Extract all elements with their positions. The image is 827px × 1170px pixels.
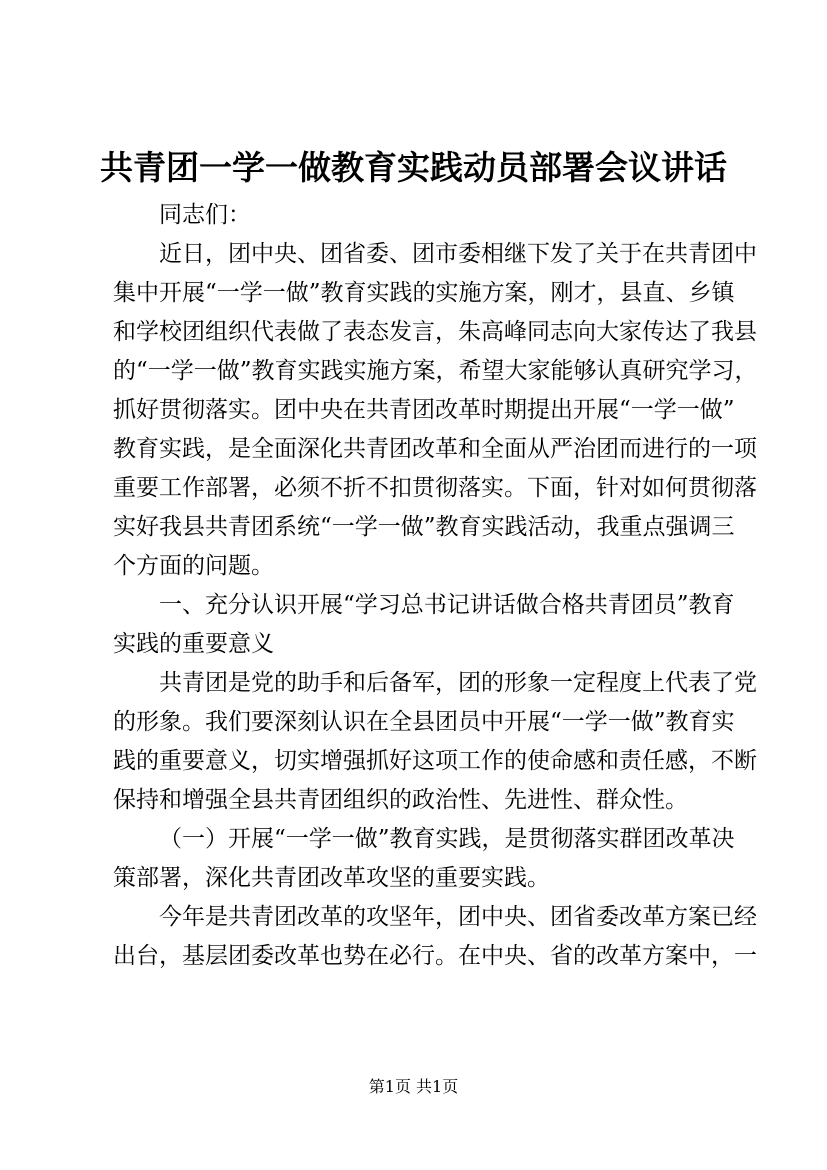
paragraph-1	[113, 235, 758, 586]
salutation-line: 同志们：	[159, 202, 251, 228]
paragraph-line: 教育实践，是全面深化共青团改革和全面从严治团而进行的一项	[113, 436, 757, 462]
subheading-1	[113, 820, 733, 898]
paragraph-line: 近日，团中央、团省委、团市委相继下发了关于在共青团中	[159, 241, 757, 267]
page-number-footer: 第1页 共1页	[368, 1077, 459, 1096]
paragraph-line: 集中开展“一学一做”教育实践的实施方案，刚才，县直、乡镇	[113, 280, 735, 306]
subheading-line: 策部署，深化共青团改革攻坚的重要实践。	[113, 865, 550, 891]
paragraph-line: 保持和增强全县共青团组织的政治性、先进性、群众性。	[113, 787, 688, 813]
paragraph-3	[113, 898, 757, 976]
paragraph-line: 的“一学一做”教育实践实施方案，希望大家能够认真研究学习，	[113, 358, 758, 384]
paragraph-line: 实好我县共青团系统“一学一做”教育实践活动，我重点强调三	[113, 514, 735, 540]
paragraph-line: 和学校团组织代表做了表态发言，朱高峰同志向大家传达了我县	[113, 319, 757, 345]
heading-line: 实践的重要意义	[113, 631, 274, 657]
paragraph-line: 共青团是党的助手和后备军，团的形象一定程度上代表了党	[159, 670, 757, 696]
paragraph-line: 抓好贯彻落实。团中央在共青团改革时期提出开展“一学一做”	[113, 397, 735, 423]
paragraph-line: 今年是共青团改革的攻坚年，团中央、团省委改革方案已经	[159, 904, 757, 930]
paragraph-line: 重要工作部署，必须不折不扣贯彻落实。下面，针对如何贯彻落	[113, 475, 757, 501]
section-heading-1	[113, 586, 733, 664]
paragraph-2	[113, 664, 757, 820]
document-title: 共青团一学一做教育实践动员部署会议讲话	[100, 148, 727, 187]
paragraph-line: 的形象。我们要深刻认识在全县团员中开展“一学一做”教育实	[113, 709, 735, 735]
subheading-line: （一）开展“一学一做”教育实践，是贯彻落实群团改革决	[159, 826, 735, 852]
paragraph-line: 出台，基层团委改革也势在必行。在中央、省的改革方案中，一	[113, 943, 757, 969]
salutation	[113, 196, 733, 235]
document-body	[113, 196, 758, 976]
paragraph-line: 个方面的问题。	[113, 553, 274, 579]
paragraph-line: 践的重要意义，切实增强抓好这项工作的使命感和责任感，不断	[113, 748, 757, 774]
heading-line: 一、充分认识开展“学习总书记讲话做合格共青团员”教育	[159, 592, 735, 618]
